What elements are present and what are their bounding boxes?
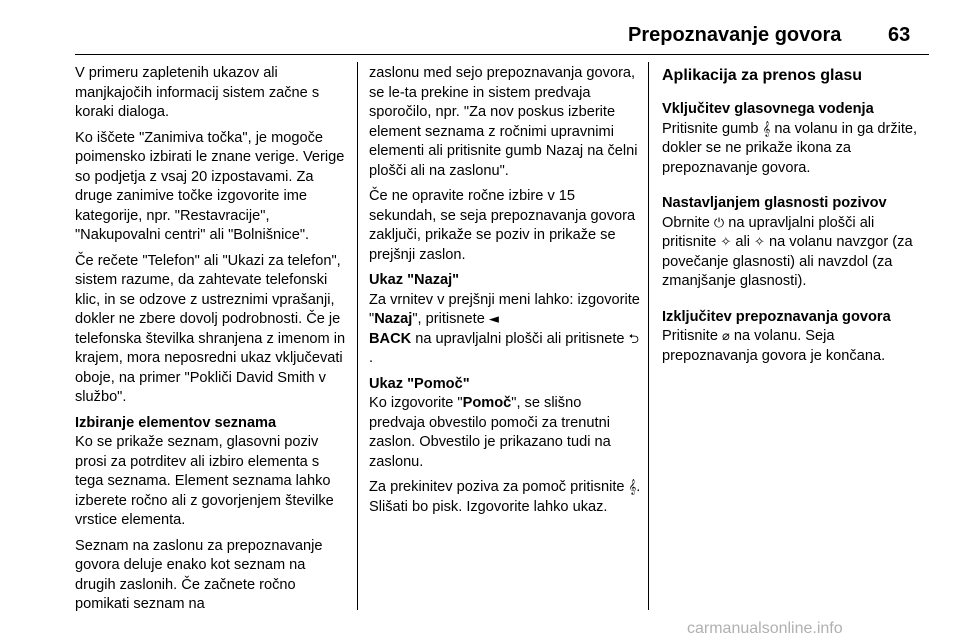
text: ", se slišno predvaja obvestilo pomoči za trenutni zaslon. Obvestilo je prikazano tudi na zaslonu. xyxy=(369,395,611,470)
text-bold: Pomoč xyxy=(462,395,512,411)
paragraph: Če ne opravite ročne izbire v 15 sekundah, se seja prepoznavanja govora zaključi, prikaže se poziv in prikaže se prejšnji zaslon. xyxy=(369,188,636,263)
text: Pritisnite xyxy=(662,328,723,344)
block-volume xyxy=(662,194,930,292)
paragraph: Seznam na zaslonu za prepoznavanje govora deluje enako kot seznam na drugih zaslonih. Če začnete ročno pomikati seznam na xyxy=(75,537,323,612)
text: . xyxy=(369,350,374,366)
volume-up-icon: ✧ xyxy=(720,235,732,250)
voice-icon: 𝄞 xyxy=(762,121,771,137)
return-icon: ⮌ xyxy=(628,331,639,347)
text: Za vrnitev v prejšnji meni lahko: izgovorite " xyxy=(369,291,640,327)
column-divider-2 xyxy=(648,62,649,610)
back-arrow-icon: ◄ xyxy=(488,312,499,327)
subheading-help-command: Ukaz "Pomoč" xyxy=(369,375,470,392)
paragraph: zaslonu med sejo prepoznavanja govora, se le-ta prekine in sistem predvaja sporočilo, npr. "Za nov poskus izberite element seznama z ročnimi upravnimi elementi ali pritisnite gumb Nazaj na čelni plošči ali na zaslonu". xyxy=(369,65,638,179)
subheading-list-selection: Izbiranje elementov seznama xyxy=(75,414,277,431)
subheading-volume: Nastavljanjem glasnosti pozivov xyxy=(662,195,887,211)
paragraph xyxy=(662,327,930,366)
back-label: BACK xyxy=(369,330,412,347)
subheading-deactivate: Izključitev prepoznavanja govora xyxy=(662,308,891,325)
column-divider-1 xyxy=(357,62,358,610)
column-3 xyxy=(662,64,930,382)
voice-icon: 𝄞 xyxy=(628,480,637,495)
text: na volanu in ga držite, dokler se ne prikaže ikona za prepoznavanje govora. xyxy=(662,120,918,176)
text: Obrnite xyxy=(662,214,714,231)
paragraph-help xyxy=(369,394,641,472)
paragraph: Če rečete "Telefon" ali "Ukazi za telefon", sistem razume, da zahtevate telefonski klic, in se odzove z ustreznimi vprašanji, dokler ne zbere dovolj podrobnosti. Če je telefonska številka shranjena z imenom in krajem, mora neposredni ukaz vključevati oboje, na primer "Pokliči David Smith v službo". xyxy=(75,252,346,405)
text: Ko izgovorite " xyxy=(369,395,463,411)
text: ", pritisnete xyxy=(412,311,489,327)
text: . Slišati bo pisk. Izgovorite lahko ukaz. xyxy=(369,479,641,515)
text: Pritisnite gumb xyxy=(662,120,763,137)
page-title: Prepoznavanje govora xyxy=(628,24,842,46)
text-bold: Nazaj xyxy=(374,311,413,327)
paragraph-back xyxy=(369,291,641,369)
block-deactivate xyxy=(662,308,930,367)
text: na volanu navzgor (za povečanje glasnosti) ali navzdol (za zmanjšanje glasnosti). xyxy=(662,234,913,289)
text: na upravljalni plošči ali pritisnite xyxy=(662,214,875,250)
paragraph: Ko se prikaže seznam, glasovni poziv prosi za potrditev ali izbiro elementa s tega seznama. Element seznama lahko izberete ročno ali z govorjenjem številke vrstice elementa. xyxy=(75,434,334,528)
text: na upravljalni plošči ali pritisnete xyxy=(411,330,629,347)
text: na volanu. Seja prepoznavanja govora je končana. xyxy=(662,328,886,364)
column-1 xyxy=(75,64,347,615)
column-2 xyxy=(369,64,641,517)
page-header xyxy=(0,0,960,56)
watermark: carmanualsonline.info xyxy=(687,620,843,637)
text: ali xyxy=(731,234,755,250)
volume-down-icon: ✧ xyxy=(754,235,765,250)
header-rule xyxy=(75,54,929,55)
block-activate xyxy=(662,100,930,178)
section-title: Aplikacija za prenos glasu xyxy=(662,67,863,84)
power-knob-icon: ⏻ xyxy=(713,215,725,231)
subheading-back-command: Ukaz "Nazaj" xyxy=(369,272,460,288)
page-number: 63 xyxy=(888,24,911,46)
paragraph: V primeru zapletenih ukazov ali manjkajočih informacij sistem začne s koraki dialoga. xyxy=(75,65,320,120)
text: Za prekinitev poziva za pomoč pritisnite xyxy=(369,479,629,495)
subheading-activate: Vključitev glasovnega vodenja xyxy=(662,101,874,117)
paragraph-interrupt xyxy=(369,478,641,517)
paragraph xyxy=(662,214,930,292)
paragraph xyxy=(662,120,930,179)
end-call-icon: ⌀ xyxy=(722,329,730,344)
paragraph: Ko iščete "Zanimiva točka", je mogoče poimensko izbirati le znane verige. Verige so podjetja z vsaj 20 izpostavami. Za druge zanimive točke izgovorite ime kategorije, npr. "Restavracije", "Nakupovalni centri" ali "Bolnišnice". xyxy=(75,129,345,243)
